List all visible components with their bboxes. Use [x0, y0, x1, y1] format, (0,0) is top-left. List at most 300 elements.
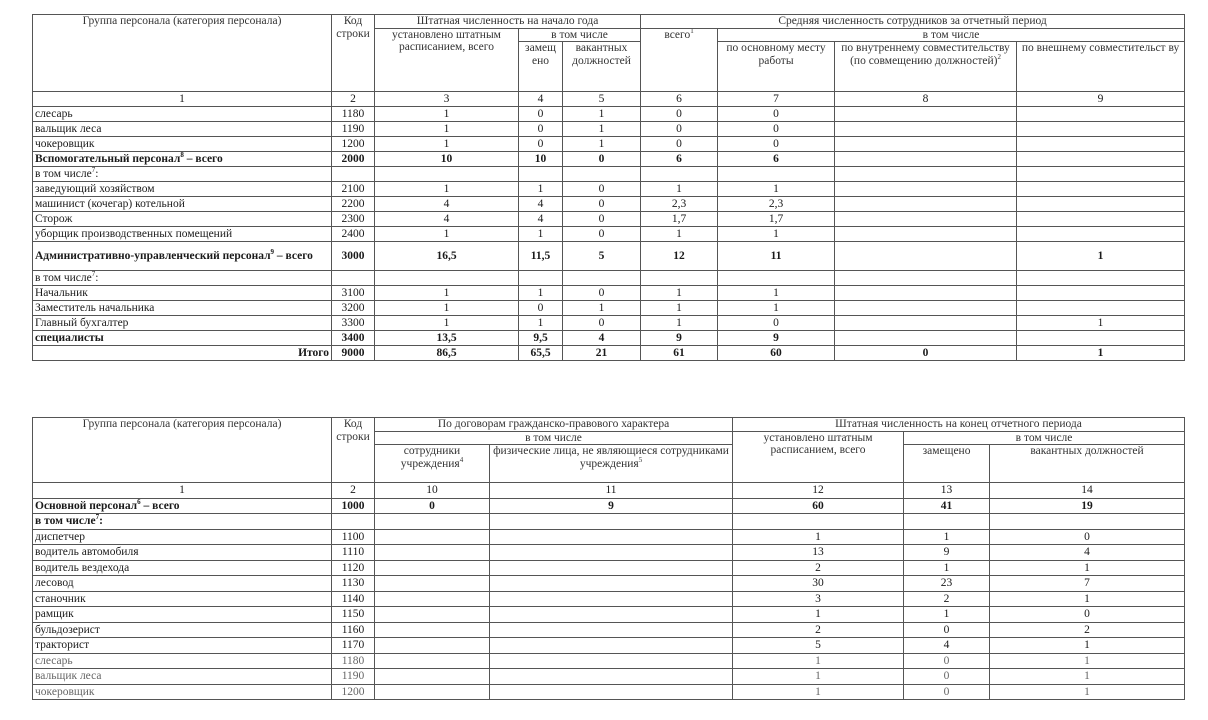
cell-c7 — [718, 167, 835, 182]
cell-c5: 0 — [563, 286, 641, 301]
cell-c5 — [563, 271, 641, 286]
cell-c13: 23 — [904, 576, 990, 592]
cell-c6: 1 — [641, 301, 718, 316]
cell-c5: 1 — [563, 137, 641, 152]
cell-c4 — [519, 167, 563, 182]
row-code: 1150 — [332, 607, 375, 623]
cell-c9 — [1017, 122, 1185, 137]
table-row — [33, 167, 1185, 182]
cell-c10 — [375, 607, 490, 623]
header-vacant: вакантных должностей — [563, 42, 641, 92]
cell-c5: 0 — [563, 182, 641, 197]
cell-c8 — [835, 301, 1017, 316]
header-employees: сотрудники учреждения$^4$ — [375, 445, 490, 483]
cell-c6: 0 — [641, 137, 718, 152]
cell-c6: 0 — [641, 107, 718, 122]
table-row — [33, 316, 1185, 331]
cell-c6: 1 — [641, 286, 718, 301]
staff-table-bottom — [32, 417, 1185, 700]
cell-c8 — [835, 286, 1017, 301]
cell-c9: 1 — [1017, 316, 1185, 331]
cell-c6 — [641, 271, 718, 286]
cell-c13: 1 — [904, 560, 990, 576]
cell-c5: 4 — [563, 331, 641, 346]
row-name: слесарь — [33, 107, 332, 122]
staff-table-top — [32, 14, 1185, 361]
cell-c4: 1 — [519, 316, 563, 331]
header-code: Код строки — [332, 15, 375, 92]
table-row — [33, 591, 1185, 607]
cell-c9 — [1017, 227, 1185, 242]
cell-c11 — [490, 638, 733, 654]
header-internal: по внутреннему совместительству (по совмещению должностей)$^2$ — [835, 42, 1017, 92]
column-number: 3 — [375, 92, 519, 107]
cell-c11 — [490, 669, 733, 685]
table-row — [33, 346, 1185, 361]
row-name: Административно-управленческий персонал$^9$ – всего — [33, 242, 332, 271]
header-total: всего$^1$ — [641, 28, 718, 92]
cell-c12: 30 — [733, 576, 904, 592]
row-name: диспетчер — [33, 529, 332, 545]
cell-c7: 1,7 — [718, 212, 835, 227]
cell-c11 — [490, 607, 733, 623]
row-name: рамщик — [33, 607, 332, 623]
cell-c13: 0 — [904, 622, 990, 638]
row-name: машинист (кочегар) котельной — [33, 197, 332, 212]
cell-c7: 0 — [718, 316, 835, 331]
cell-c14: 0 — [990, 607, 1185, 623]
cell-c5: 0 — [563, 197, 641, 212]
column-number: 13 — [904, 483, 990, 499]
cell-c7: 60 — [718, 346, 835, 361]
header-filled: замещено — [904, 445, 990, 483]
row-code: 2100 — [332, 182, 375, 197]
cell-c3: 4 — [375, 197, 519, 212]
table-row — [33, 560, 1185, 576]
cell-c12: 2 — [733, 622, 904, 638]
cell-c14: 1 — [990, 684, 1185, 700]
table-row — [33, 182, 1185, 197]
row-code: 2400 — [332, 227, 375, 242]
cell-c5: 0 — [563, 227, 641, 242]
cell-c9 — [1017, 197, 1185, 212]
table-row — [33, 514, 1185, 530]
cell-c13: 1 — [904, 529, 990, 545]
cell-c10 — [375, 529, 490, 545]
cell-c8 — [835, 107, 1017, 122]
row-name: водитель автомобиля — [33, 545, 332, 561]
table-row — [33, 301, 1185, 316]
cell-c5: 21 — [563, 346, 641, 361]
header-group: Группа персонала (категория персонала) — [33, 418, 332, 483]
cell-c4: 9,5 — [519, 331, 563, 346]
row-code: 3200 — [332, 301, 375, 316]
cell-c7: 2,3 — [718, 197, 835, 212]
cell-c12: 60 — [733, 498, 904, 514]
header-incl-2: в том числе — [718, 28, 1185, 42]
cell-c4: 0 — [519, 122, 563, 137]
header-incl-2: в том числе — [904, 431, 1185, 445]
cell-c6: 1 — [641, 316, 718, 331]
row-code — [332, 271, 375, 286]
cell-c9 — [1017, 152, 1185, 167]
cell-c14: 1 — [990, 653, 1185, 669]
row-name: заведующий хозяйством — [33, 182, 332, 197]
cell-c10 — [375, 653, 490, 669]
cell-c7: 9 — [718, 331, 835, 346]
cell-c12 — [733, 514, 904, 530]
cell-c12: 2 — [733, 560, 904, 576]
cell-c7: 1 — [718, 301, 835, 316]
row-name: специалисты — [33, 331, 332, 346]
cell-c10 — [375, 514, 490, 530]
cell-c6: 61 — [641, 346, 718, 361]
cell-c11 — [490, 653, 733, 669]
cell-c14: 1 — [990, 591, 1185, 607]
table-row — [33, 227, 1185, 242]
table-row — [33, 653, 1185, 669]
header-vacant: вакантных должностей — [990, 445, 1185, 483]
cell-c10 — [375, 669, 490, 685]
row-code: 1200 — [332, 137, 375, 152]
cell-c10 — [375, 638, 490, 654]
row-code: 1190 — [332, 122, 375, 137]
row-name: станочник — [33, 591, 332, 607]
row-name: Сторож — [33, 212, 332, 227]
header-incl-1: в том числе — [375, 431, 733, 445]
cell-c5 — [563, 167, 641, 182]
cell-c3: 10 — [375, 152, 519, 167]
row-name: уборщик производственных помещений — [33, 227, 332, 242]
cell-c12: 1 — [733, 607, 904, 623]
header-staff-start: Штатная численность на начало года — [375, 15, 641, 29]
cell-c7: 1 — [718, 227, 835, 242]
row-code — [332, 514, 375, 530]
row-name: Начальник — [33, 286, 332, 301]
cell-c6: 2,3 — [641, 197, 718, 212]
cell-c13 — [904, 514, 990, 530]
row-name: слесарь — [33, 653, 332, 669]
cell-c12: 1 — [733, 529, 904, 545]
table-row — [33, 286, 1185, 301]
cell-c3: 1 — [375, 301, 519, 316]
row-name: водитель вездехода — [33, 560, 332, 576]
column-number: 1 — [33, 483, 332, 499]
cell-c13: 41 — [904, 498, 990, 514]
cell-c7 — [718, 271, 835, 286]
cell-c13: 2 — [904, 591, 990, 607]
table-row — [33, 242, 1185, 271]
table-row — [33, 638, 1185, 654]
cell-c3: 86,5 — [375, 346, 519, 361]
cell-c13: 4 — [904, 638, 990, 654]
column-number: 9 — [1017, 92, 1185, 107]
cell-c14: 0 — [990, 529, 1185, 545]
cell-c11 — [490, 560, 733, 576]
row-code: 3000 — [332, 242, 375, 271]
cell-c4: 11,5 — [519, 242, 563, 271]
cell-c14: 2 — [990, 622, 1185, 638]
row-name: чокеровщик — [33, 137, 332, 152]
cell-c9 — [1017, 286, 1185, 301]
cell-c3: 4 — [375, 212, 519, 227]
cell-c7: 11 — [718, 242, 835, 271]
header-approved: установлено штатным расписанием, всего — [375, 28, 519, 92]
cell-c5: 0 — [563, 152, 641, 167]
cell-c4: 4 — [519, 197, 563, 212]
cell-c11 — [490, 684, 733, 700]
row-name: Итого — [33, 346, 332, 361]
table-row — [33, 529, 1185, 545]
row-code: 1100 — [332, 529, 375, 545]
cell-c4: 4 — [519, 212, 563, 227]
cell-c12: 1 — [733, 669, 904, 685]
row-code: 1190 — [332, 669, 375, 685]
row-name: в том числе$^7$: — [33, 167, 332, 182]
cell-c8 — [835, 242, 1017, 271]
column-number: 12 — [733, 483, 904, 499]
header-incl-1: в том числе — [519, 28, 641, 42]
cell-c9 — [1017, 331, 1185, 346]
cell-c3: 1 — [375, 137, 519, 152]
cell-c14: 1 — [990, 669, 1185, 685]
cell-c5: 5 — [563, 242, 641, 271]
row-code: 3100 — [332, 286, 375, 301]
cell-c11 — [490, 529, 733, 545]
row-code: 1000 — [332, 498, 375, 514]
column-number: 2 — [332, 483, 375, 499]
cell-c8 — [835, 316, 1017, 331]
column-numbers-row — [33, 483, 1185, 499]
header-individuals: физические лица, не являющиеся сотрудниками учреждения$^5$ — [490, 445, 733, 483]
row-name: Заместитель начальника — [33, 301, 332, 316]
cell-c8 — [835, 182, 1017, 197]
cell-c13: 0 — [904, 653, 990, 669]
cell-c12: 5 — [733, 638, 904, 654]
cell-c9 — [1017, 167, 1185, 182]
cell-c3: 1 — [375, 316, 519, 331]
cell-c12: 3 — [733, 591, 904, 607]
cell-c3: 1 — [375, 182, 519, 197]
cell-c13: 1 — [904, 607, 990, 623]
cell-c5: 1 — [563, 301, 641, 316]
column-number: 4 — [519, 92, 563, 107]
cell-c11 — [490, 622, 733, 638]
column-number: 11 — [490, 483, 733, 499]
cell-c5: 1 — [563, 122, 641, 137]
row-name: вальщик леса — [33, 669, 332, 685]
row-name: тракторист — [33, 638, 332, 654]
cell-c9: 1 — [1017, 242, 1185, 271]
cell-c6: 9 — [641, 331, 718, 346]
table-row — [33, 271, 1185, 286]
column-number: 2 — [332, 92, 375, 107]
cell-c11 — [490, 545, 733, 561]
cell-c11 — [490, 514, 733, 530]
table-row — [33, 669, 1185, 685]
row-name: в том числе$^7$: — [33, 514, 332, 530]
row-name: Основной персонал$^6$ – всего — [33, 498, 332, 514]
cell-c4: 0 — [519, 137, 563, 152]
cell-c8 — [835, 152, 1017, 167]
cell-c14: 7 — [990, 576, 1185, 592]
cell-c4: 1 — [519, 286, 563, 301]
row-code: 3300 — [332, 316, 375, 331]
table-row — [33, 545, 1185, 561]
row-code: 2300 — [332, 212, 375, 227]
header-civil-contracts: По договорам гражданско-правового характера — [375, 418, 733, 432]
cell-c5: 0 — [563, 316, 641, 331]
row-code — [332, 167, 375, 182]
cell-c14 — [990, 514, 1185, 530]
row-code: 1140 — [332, 591, 375, 607]
cell-c4 — [519, 271, 563, 286]
cell-c13: 0 — [904, 684, 990, 700]
column-number: 1 — [33, 92, 332, 107]
header-external: по внешнему совместительст ву — [1017, 42, 1185, 92]
row-code: 1180 — [332, 653, 375, 669]
table-row — [33, 331, 1185, 346]
row-code: 3400 — [332, 331, 375, 346]
row-name: Главный бухгалтер — [33, 316, 332, 331]
cell-c4: 10 — [519, 152, 563, 167]
cell-c6: 1,7 — [641, 212, 718, 227]
cell-c12: 1 — [733, 684, 904, 700]
cell-c6: 12 — [641, 242, 718, 271]
cell-c10: 0 — [375, 498, 490, 514]
table-row — [33, 684, 1185, 700]
cell-c12: 13 — [733, 545, 904, 561]
cell-c14: 1 — [990, 638, 1185, 654]
cell-c13: 9 — [904, 545, 990, 561]
cell-c8 — [835, 197, 1017, 212]
column-number: 14 — [990, 483, 1185, 499]
cell-c14: 19 — [990, 498, 1185, 514]
cell-c10 — [375, 560, 490, 576]
cell-c5: 0 — [563, 212, 641, 227]
cell-c3: 13,5 — [375, 331, 519, 346]
cell-c9 — [1017, 301, 1185, 316]
cell-c10 — [375, 591, 490, 607]
cell-c7: 0 — [718, 107, 835, 122]
cell-c3 — [375, 167, 519, 182]
cell-c9 — [1017, 271, 1185, 286]
cell-c3: 16,5 — [375, 242, 519, 271]
header-code: Код строки — [332, 418, 375, 483]
cell-c9: 1 — [1017, 346, 1185, 361]
cell-c11: 9 — [490, 498, 733, 514]
cell-c3: 1 — [375, 286, 519, 301]
header-main-job: по основному месту работы — [718, 42, 835, 92]
cell-c8 — [835, 122, 1017, 137]
header-approved: установлено штатным расписанием, всего — [733, 431, 904, 483]
cell-c4: 65,5 — [519, 346, 563, 361]
column-number: 10 — [375, 483, 490, 499]
row-name: чокеровщик — [33, 684, 332, 700]
cell-c8 — [835, 227, 1017, 242]
row-name: бульдозерист — [33, 622, 332, 638]
cell-c5: 1 — [563, 107, 641, 122]
cell-c7: 1 — [718, 286, 835, 301]
row-code: 2000 — [332, 152, 375, 167]
cell-c11 — [490, 576, 733, 592]
cell-c10 — [375, 545, 490, 561]
cell-c3: 1 — [375, 122, 519, 137]
cell-c14: 4 — [990, 545, 1185, 561]
row-name: Вспомогательный персонал$^8$ – всего — [33, 152, 332, 167]
cell-c10 — [375, 622, 490, 638]
row-code: 1130 — [332, 576, 375, 592]
cell-c8 — [835, 271, 1017, 286]
cell-c8 — [835, 167, 1017, 182]
cell-c9 — [1017, 107, 1185, 122]
cell-c6: 1 — [641, 227, 718, 242]
cell-c6: 1 — [641, 182, 718, 197]
cell-c9 — [1017, 182, 1185, 197]
column-numbers-row — [33, 92, 1185, 107]
table-row — [33, 498, 1185, 514]
cell-c4: 0 — [519, 301, 563, 316]
row-code: 1200 — [332, 684, 375, 700]
cell-c11 — [490, 591, 733, 607]
table-row — [33, 576, 1185, 592]
cell-c9 — [1017, 212, 1185, 227]
header-group: Группа персонала (категория персонала) — [33, 15, 332, 92]
cell-c9 — [1017, 137, 1185, 152]
row-name: лесовод — [33, 576, 332, 592]
cell-c8 — [835, 331, 1017, 346]
row-code: 9000 — [332, 346, 375, 361]
column-number: 5 — [563, 92, 641, 107]
row-name: вальщик леса — [33, 122, 332, 137]
cell-c7: 0 — [718, 137, 835, 152]
cell-c6: 6 — [641, 152, 718, 167]
row-code: 1180 — [332, 107, 375, 122]
table-row — [33, 622, 1185, 638]
cell-c4: 0 — [519, 107, 563, 122]
table-row — [33, 122, 1185, 137]
cell-c4: 1 — [519, 227, 563, 242]
table-row — [33, 607, 1185, 623]
cell-c7: 1 — [718, 182, 835, 197]
row-name: в том числе$^7$: — [33, 271, 332, 286]
header-filled: замещ ено — [519, 42, 563, 92]
header-average: Средняя численность сотрудников за отчетный период — [641, 15, 1185, 29]
column-number: 8 — [835, 92, 1017, 107]
table-row — [33, 137, 1185, 152]
row-code: 1170 — [332, 638, 375, 654]
cell-c8 — [835, 137, 1017, 152]
row-code: 1110 — [332, 545, 375, 561]
cell-c8: 0 — [835, 346, 1017, 361]
cell-c7: 6 — [718, 152, 835, 167]
cell-c3: 1 — [375, 107, 519, 122]
cell-c10 — [375, 576, 490, 592]
cell-c6 — [641, 167, 718, 182]
table-row — [33, 197, 1185, 212]
row-code: 1160 — [332, 622, 375, 638]
table-row — [33, 107, 1185, 122]
cell-c6: 0 — [641, 122, 718, 137]
cell-c13: 0 — [904, 669, 990, 685]
cell-c10 — [375, 684, 490, 700]
cell-c8 — [835, 212, 1017, 227]
cell-c14: 1 — [990, 560, 1185, 576]
cell-c4: 1 — [519, 182, 563, 197]
row-code: 2200 — [332, 197, 375, 212]
row-code: 1120 — [332, 560, 375, 576]
column-number: 6 — [641, 92, 718, 107]
